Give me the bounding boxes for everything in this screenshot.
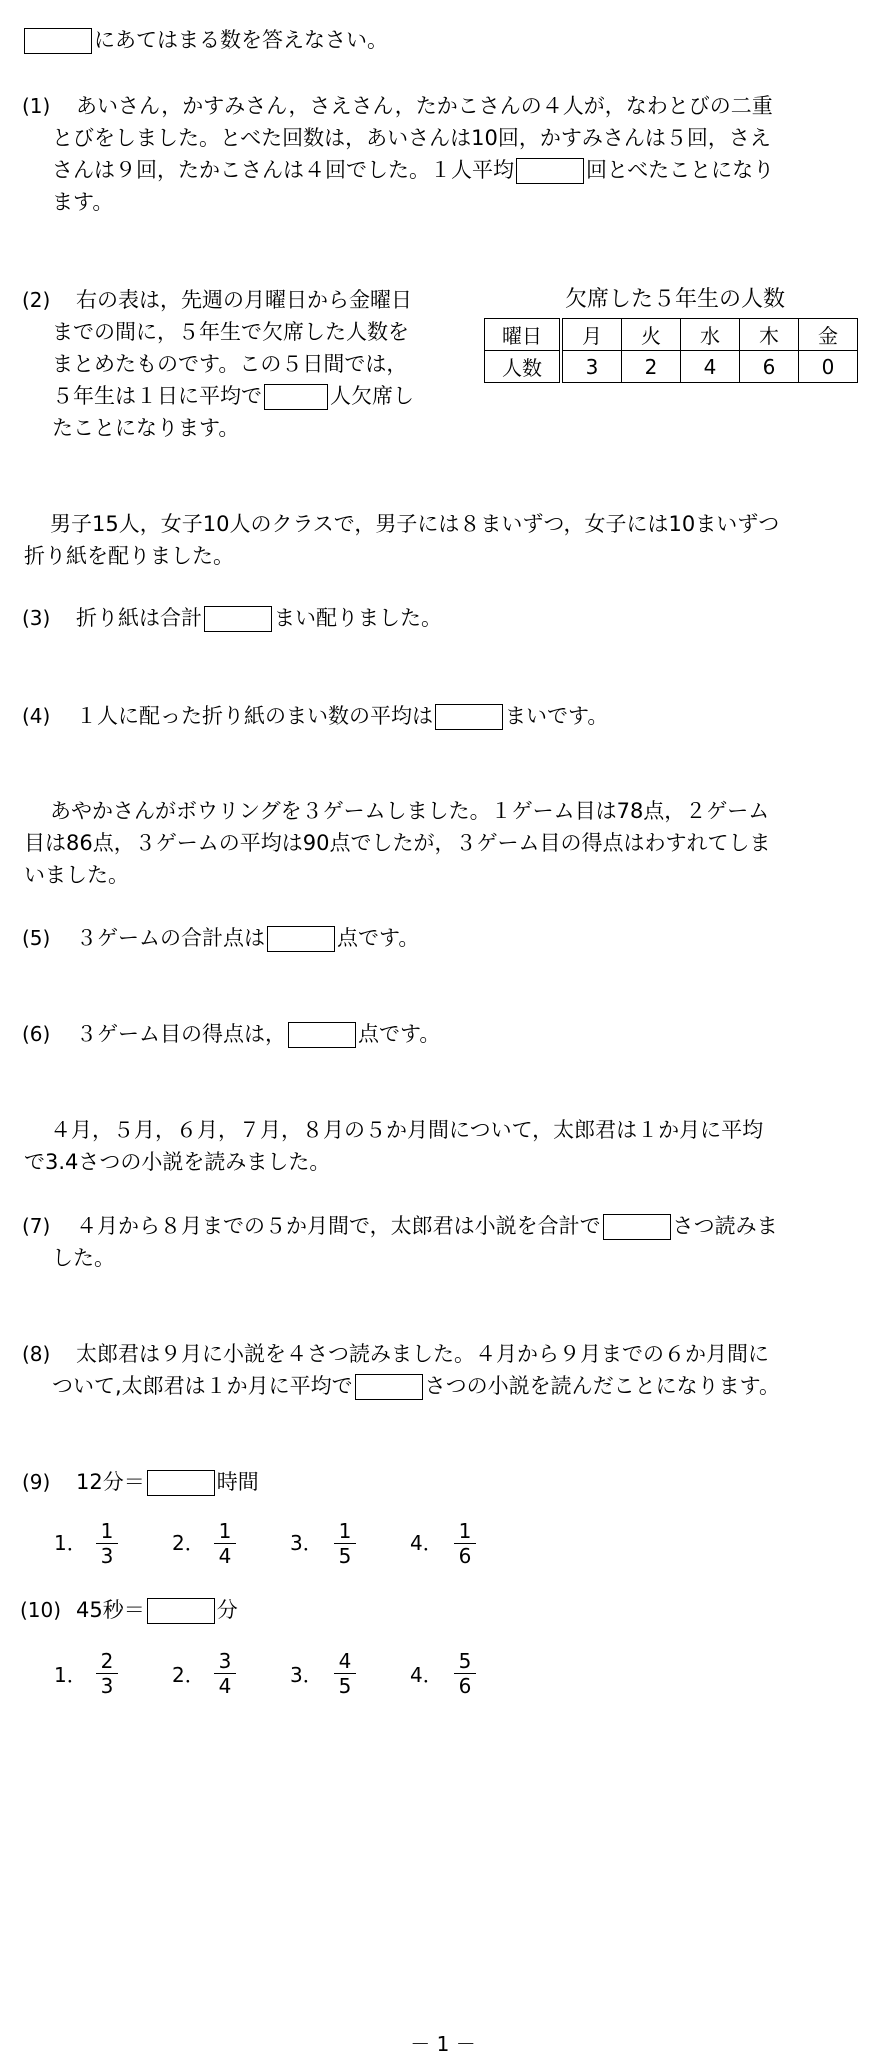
q4-text-b: まいです。 <box>505 704 609 728</box>
q1-line4: ます。 <box>52 190 114 214</box>
q2-line4 <box>52 380 414 412</box>
fraction-numerator: 5 <box>458 1649 472 1673</box>
q6-line <box>76 1018 440 1050</box>
q5-number: (5) <box>22 926 51 950</box>
fraction-denominator: 5 <box>338 1674 352 1698</box>
absence-table <box>484 318 858 383</box>
q2-number: (2) <box>22 288 51 312</box>
intro3-line1: あやかさんがボウリングを３ゲームしました。１ゲーム目は78点，２ゲーム <box>50 799 770 823</box>
fraction-numerator: 4 <box>338 1649 352 1673</box>
q2-line5: たことになります。 <box>52 416 240 440</box>
table-count-cell: 6 <box>740 351 799 383</box>
q9-choice-index[interactable]: 3． <box>290 1531 323 1555</box>
q9-choice-fraction[interactable] <box>94 1520 120 1567</box>
q10-choice-index[interactable]: 3． <box>290 1663 323 1687</box>
table-title: 欠席した５年生の人数 <box>564 287 785 312</box>
intro4-line1: ４月，５月，６月，７月，８月の５か月間について，太郎君は１か月に平均 <box>50 1118 764 1142</box>
q2-line1: 右の表は，先週の月曜日から金曜日 <box>76 288 412 312</box>
q9-text-a: 12分＝ <box>76 1470 145 1494</box>
q1-answer-box[interactable] <box>516 158 584 184</box>
q9-answer-box[interactable] <box>147 1470 215 1496</box>
q9-choice-fraction[interactable] <box>212 1520 238 1567</box>
q8-number: (8) <box>22 1342 51 1366</box>
fraction-numerator: 1 <box>218 1519 232 1543</box>
q3-line <box>76 602 442 634</box>
q3-text-b: まい配りました。 <box>274 606 442 630</box>
q10-text-a: 45秒＝ <box>76 1598 145 1622</box>
table-day-cell: 火 <box>622 319 681 351</box>
q9-number: (9) <box>22 1470 51 1494</box>
q1-line3 <box>52 154 774 186</box>
q10-choice-fraction[interactable] <box>94 1650 120 1697</box>
q10-choice-fraction[interactable] <box>212 1650 238 1697</box>
fraction-denominator: 4 <box>218 1674 232 1698</box>
table-day-cell: 金 <box>799 319 858 351</box>
table-count-cell: 0 <box>799 351 858 383</box>
q10-choice-fraction[interactable] <box>452 1650 478 1697</box>
q8-line1: 太郎君は９月に小説を４さつ読みました。４月から９月までの６か月間に <box>76 1342 769 1366</box>
q4-text-a: １人に配った折り紙のまい数の平均は <box>76 704 433 728</box>
table-count-row <box>485 351 858 383</box>
intro3-line2: 目は86点，３ゲームの平均は90点でしたが，３ゲーム目の得点はわすれてしま <box>24 831 771 855</box>
q1-number: (1) <box>22 94 51 118</box>
q3-text-a: 折り紙は合計 <box>76 606 202 630</box>
q1-line3-b: 回とべたことになり <box>586 158 775 182</box>
q1-line2: とびをしました。とべた回数は，あいさんは10回，かすみさんは５回，さえ <box>52 126 771 150</box>
q2-line2: までの間に，５年生で欠席した人数を <box>52 320 409 344</box>
q10-choice-index[interactable]: 1． <box>54 1663 87 1687</box>
q2-line4-b: 人欠席し <box>330 384 414 408</box>
q8-text-a: ついて,太郎君は１か月に平均で <box>52 1374 353 1398</box>
q6-text-b: 点です。 <box>358 1022 441 1046</box>
q10-line <box>76 1594 238 1626</box>
q1-line1: あいさん，かすみさん，さえさん，たかこさんの４人が，なわとびの二重 <box>76 94 773 118</box>
q10-number: (10) <box>20 1598 62 1622</box>
q7-text-b: さつ読みま <box>672 1214 778 1238</box>
q3-number: (3) <box>22 606 51 630</box>
q9-choice-index[interactable]: 2． <box>172 1531 205 1555</box>
q9-choice-fraction[interactable] <box>452 1520 478 1567</box>
q9-choice-index[interactable]: 4． <box>410 1531 443 1555</box>
q8-answer-box[interactable] <box>355 1374 423 1400</box>
page-number: － 1 － <box>410 2032 476 2056</box>
q6-text-a: ３ゲーム目の得点は， <box>76 1022 286 1046</box>
q2-answer-box[interactable] <box>264 384 328 410</box>
table-row-label: 人数 <box>485 351 562 383</box>
q10-text-b: 分 <box>216 1598 238 1622</box>
fraction-numerator: 1 <box>100 1519 114 1543</box>
q8-line2 <box>52 1370 780 1402</box>
intro4-line2: で3.4さつの小説を読みました。 <box>24 1150 331 1174</box>
intro3-line3: いました。 <box>24 863 129 887</box>
intro2-line2: 折り紙を配りました。 <box>24 544 234 568</box>
fraction-numerator: 1 <box>338 1519 352 1543</box>
fraction-denominator: 6 <box>458 1544 472 1568</box>
fraction-numerator: 3 <box>218 1649 232 1673</box>
q10-choice-index[interactable]: 2． <box>172 1663 205 1687</box>
q1-line3-a: さんは９回，たかこさんは４回でした。１人平均 <box>52 158 514 182</box>
q7-answer-box[interactable] <box>603 1214 671 1240</box>
fraction-denominator: 3 <box>100 1544 114 1568</box>
q7-line1 <box>76 1210 778 1242</box>
fraction-denominator: 5 <box>338 1544 352 1568</box>
q5-text-a: ３ゲームの合計点は <box>76 926 265 950</box>
q10-choice-index[interactable]: 4． <box>410 1663 443 1687</box>
q4-number: (4) <box>22 704 51 728</box>
q4-line <box>76 700 608 732</box>
q4-answer-box[interactable] <box>435 704 503 730</box>
q8-text-b: さつの小説を読んだことになります。 <box>424 1374 781 1398</box>
q5-text-b: 点です。 <box>337 926 420 950</box>
table-header-label: 曜日 <box>485 319 562 351</box>
q9-line <box>76 1466 259 1498</box>
fraction-denominator: 3 <box>100 1674 114 1698</box>
fraction-denominator: 4 <box>218 1544 232 1568</box>
q2-line3: まとめたものです。この５日間では， <box>52 352 408 376</box>
q7-text-a: ４月から８月までの５か月間で，太郎君は小説を合計で <box>76 1214 601 1238</box>
table-count-cell: 4 <box>681 351 740 383</box>
q9-text-b: 時間 <box>216 1470 259 1494</box>
answer-box-sample <box>24 28 92 54</box>
intro2-line1: 男子15人，女子10人のクラスで，男子には８まいずつ，女子には10まいずつ <box>50 512 780 536</box>
q7-line2: した。 <box>52 1246 115 1270</box>
table-count-cell: 2 <box>622 351 681 383</box>
table-header-row <box>485 319 858 351</box>
fraction-numerator: 2 <box>100 1649 114 1673</box>
q9-choice-fraction[interactable] <box>332 1520 358 1567</box>
q6-answer-box[interactable] <box>288 1022 356 1048</box>
fraction-numerator: 1 <box>458 1519 472 1543</box>
table-day-cell: 月 <box>561 319 622 351</box>
table-count-cell: 3 <box>561 351 622 383</box>
instruction <box>24 24 388 56</box>
table-day-cell: 木 <box>740 319 799 351</box>
q5-answer-box[interactable] <box>267 926 335 952</box>
q7-number: (7) <box>22 1214 51 1238</box>
q6-number: (6) <box>22 1022 51 1046</box>
q10-answer-box[interactable] <box>147 1598 215 1624</box>
q10-choice-fraction[interactable] <box>332 1650 358 1697</box>
fraction-denominator: 6 <box>458 1674 472 1698</box>
q3-answer-box[interactable] <box>204 606 272 632</box>
q5-line <box>76 922 419 954</box>
table-day-cell: 水 <box>681 319 740 351</box>
q9-choice-index[interactable]: 1． <box>54 1531 87 1555</box>
instruction-text: にあてはまる数を答えなさい。 <box>94 28 388 52</box>
q2-line4-a: ５年生は１日に平均で <box>52 384 262 408</box>
